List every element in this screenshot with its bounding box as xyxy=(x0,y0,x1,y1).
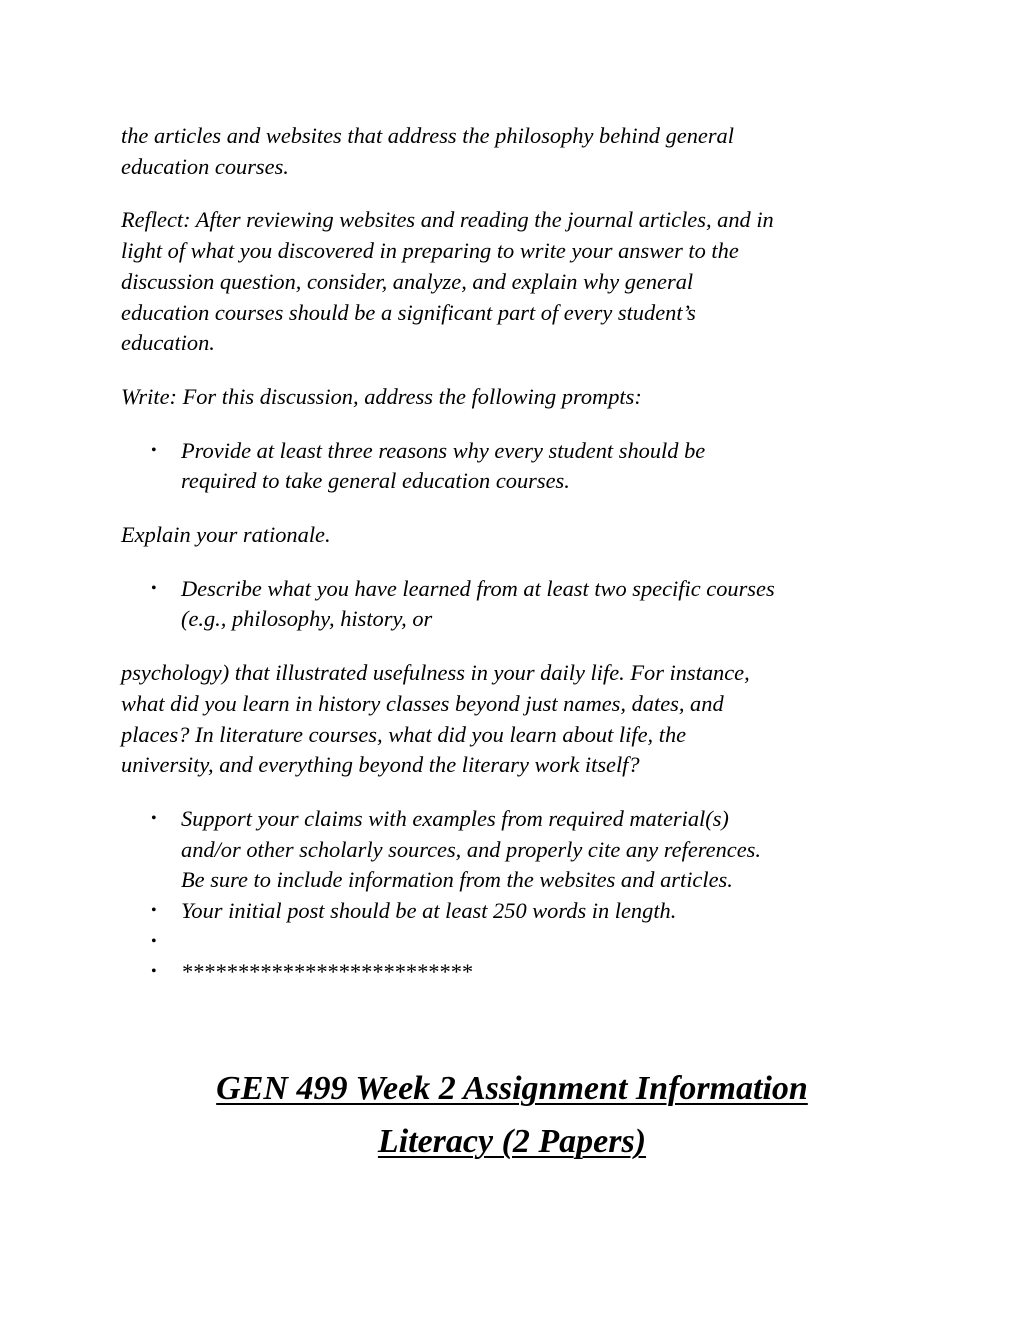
text-line: what did you learn in history classes beyond just names, dates, and xyxy=(121,690,724,716)
write-paragraph xyxy=(121,382,921,413)
text-line: ************************** xyxy=(181,959,473,985)
text-line: education courses. xyxy=(121,153,289,179)
text-line: Write: For this discussion, address the following prompts: xyxy=(121,383,642,409)
section-heading xyxy=(0,1062,1024,1168)
bullet-list-reasons xyxy=(121,436,921,497)
text-line: psychology) that illustrated usefulness in your daily life. For instance, xyxy=(121,660,750,686)
reflect-paragraph xyxy=(121,205,921,359)
text-line: education courses should be a significant part of every student’s xyxy=(121,299,696,325)
bullet-icon: • xyxy=(151,902,157,920)
text-line: places? In literature courses, what did you learn about life, the xyxy=(121,721,687,747)
text-line: Be sure to include information from the websites and articles. xyxy=(181,867,733,893)
explain-paragraph xyxy=(121,520,921,551)
text-line: Reflect: After reviewing websites and reading the journal articles, and in xyxy=(121,207,774,233)
text-line: discussion question, consider, analyze, and explain why general xyxy=(121,268,694,294)
text-line: Provide at least three reasons why every student should be xyxy=(181,437,706,463)
text-line: Your initial post should be at least 250 words in length. xyxy=(181,898,677,924)
list-item xyxy=(121,896,921,927)
list-item xyxy=(121,927,921,958)
heading-line: Literacy (2 Papers) xyxy=(377,1123,647,1160)
bullet-icon: • xyxy=(151,441,157,459)
list-item xyxy=(121,436,921,497)
text-line: education. xyxy=(121,330,215,356)
text-line: (e.g., philosophy, history, or xyxy=(181,606,433,632)
bullet-list-courses xyxy=(121,574,921,635)
document-body xyxy=(121,121,921,1011)
text-line: light of what you discovered in preparing to write your answer to the xyxy=(121,238,739,264)
heading-line: GEN 499 Week 2 Assignment Information xyxy=(216,1070,808,1107)
bullet-icon: • xyxy=(151,963,157,981)
bullet-icon: • xyxy=(151,932,157,950)
list-item xyxy=(121,957,921,988)
text-line: Support your claims with examples from required material(s) xyxy=(181,805,729,831)
text-line: Explain your rationale. xyxy=(121,522,331,548)
text-line: required to take general education courses. xyxy=(181,468,570,494)
list-item xyxy=(121,804,921,896)
text-line: and/or other scholarly sources, and properly cite any references. xyxy=(181,836,761,862)
psychology-paragraph xyxy=(121,658,921,781)
intro-paragraph xyxy=(121,121,921,182)
list-item xyxy=(121,574,921,635)
text-line: the articles and websites that address the philosophy behind general xyxy=(121,123,734,148)
bullet-list-requirements xyxy=(121,804,921,988)
bullet-icon: • xyxy=(151,579,157,597)
text-line: university, and everything beyond the literary work itself? xyxy=(121,752,640,778)
bullet-icon: • xyxy=(151,809,157,827)
text-line: Describe what you have learned from at least two specific courses xyxy=(181,575,775,601)
